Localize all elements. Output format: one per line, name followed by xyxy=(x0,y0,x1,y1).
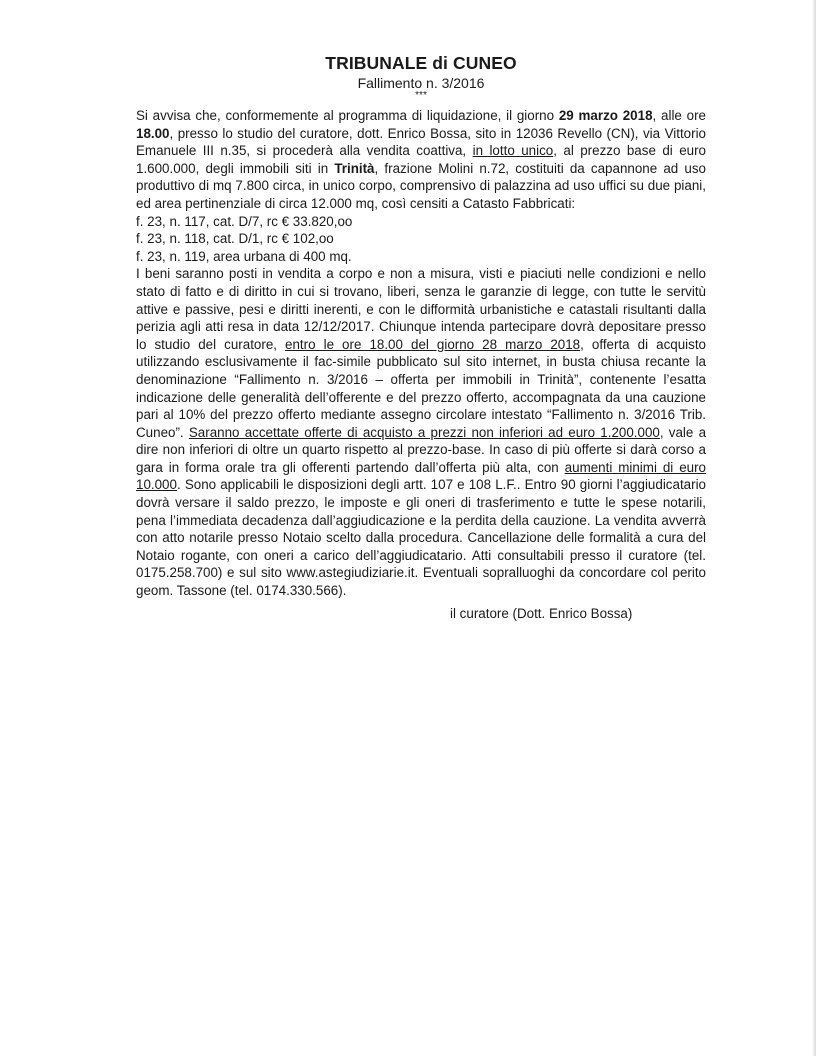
p1-text-d: , al prezzo base di euro 1.600.000, degli immobili siti in xyxy=(136,143,706,176)
sale-date: 29 marzo 2018 xyxy=(558,108,653,123)
cadastral-item: f. 23, n. 118, cat. D/1, rc € 102,oo xyxy=(136,231,334,247)
p2-text-c: vale a dire non inferiori di oltre un quarto rispetto al prezzo-base. In caso di più offerte si darà corso a gara in forma orale tra gli offerenti partendo dall’offerta più alta, con xyxy=(136,424,707,475)
minimum-increment-text: aumenti minimi di euro 10.000 xyxy=(136,459,706,493)
signature: il curatore (Dott. Enrico Bossa) xyxy=(450,605,633,621)
p1-text-b: , alle ore xyxy=(652,108,706,123)
p2-text-d: . Sono applicabili le disposizioni degli artt. 107 e 108 L.F.. Entro 90 giorni l’aggiudicatario dovrà versare il saldo prezzo, le imposte e gli oneri di trasferimento e tutte le spese notarili, pena l’immediata decadenza dall’aggiudicazione e la perdita della cauzione. La vendita avverrà con atto notarile presso Notaio scelto dalla procedura. Cancellazione delle formalità a cura del Notaio rogante, con oneri a carico dell’aggiudicatario. Atti consultabili presso il curatore (tel. 0175.258.700) e sul sito www.astegiudiziarie.it. Eventuali sopralluoghi da concordare col perito geom. Tassone (tel. 0174.330.566). xyxy=(136,477,706,599)
minimum-offer-text: Saranno accettate offerte di acquisto a prezzi non inferiori ad euro 1.200.000, xyxy=(188,424,664,440)
p2-text-b: , offerta di acquisto utilizzando esclusivamente il fac-simile pubblicato sul sito internet, in busta chiusa recante la denominazione “Fallimento n. 3/2016 – offerta per immobili in Trinità”, contenente l’esatta indicazione delle generalità dell’offerente e del prezzo offerto, accompagnata da una cauzione pari al 10% del prezzo offerto mediante assegno circolare intestato “Fallimento n. 3/2016 Trib. Cuneo”. xyxy=(136,336,706,440)
offer-deadline: entro le ore 18.00 del giorno 28 marzo 2018 xyxy=(285,336,581,352)
p1-text-c: , presso lo studio del curatore, dott. Enrico Bossa, sito in 12036 Revello (CN), via Vittorio Emanuele III n.35, si procederà alla vendita coattiva, xyxy=(136,125,706,159)
cadastral-item: f. 23, n. 117, cat. D/7, rc € 33.820,oo xyxy=(136,213,353,229)
notice-paragraph-2 xyxy=(136,265,706,599)
cadastral-item: f. 23, n. 119, area urbana di 400 mq. xyxy=(136,248,352,264)
separator-stars: *** xyxy=(415,90,427,101)
cadastral-list xyxy=(136,213,706,266)
sale-time: 18.00 xyxy=(136,125,170,141)
scan-edge-shadow xyxy=(812,0,816,1056)
p2-text-a: I beni saranno posti in vendita a corpo e non a misura, visti e piaciuti nelle condizioni e nello stato di fatto e di diritto in cui si trovano, liberi, senza le garanzie di legge, con tutte le servitù attive e passive, pesi e diritti inerenti, e con le difformità urbanistiche e catastali risultanti dalla perizia agli atti resa in data 12/12/2017. Chiunque intenda partecipare dovrà depositare presso lo studio del curatore, xyxy=(136,266,706,352)
page-subtitle: Fallimento n. 3/2016 xyxy=(357,75,485,91)
single-lot-text: in lotto unico xyxy=(472,143,554,159)
notice-page xyxy=(136,52,706,623)
property-location: Trinità xyxy=(334,160,375,176)
p1-text-e: , frazione Molini n.72, costituiti da capannone ad uso produttivo di mq 7.800 circa, in unico corpo, comprensivo di palazzina ad uso uffici su due piani, ed area pertinenziale di circa 12.000 mq, così censiti a Catasto Fabbricati: xyxy=(136,160,707,211)
page-title: TRIBUNALE di CUNEO xyxy=(325,53,517,73)
p1-text-a: Si avvisa che, conformemente al programma di liquidazione, il giorno xyxy=(136,108,559,123)
notice-header xyxy=(136,52,706,101)
notice-paragraph-1 xyxy=(136,107,706,213)
